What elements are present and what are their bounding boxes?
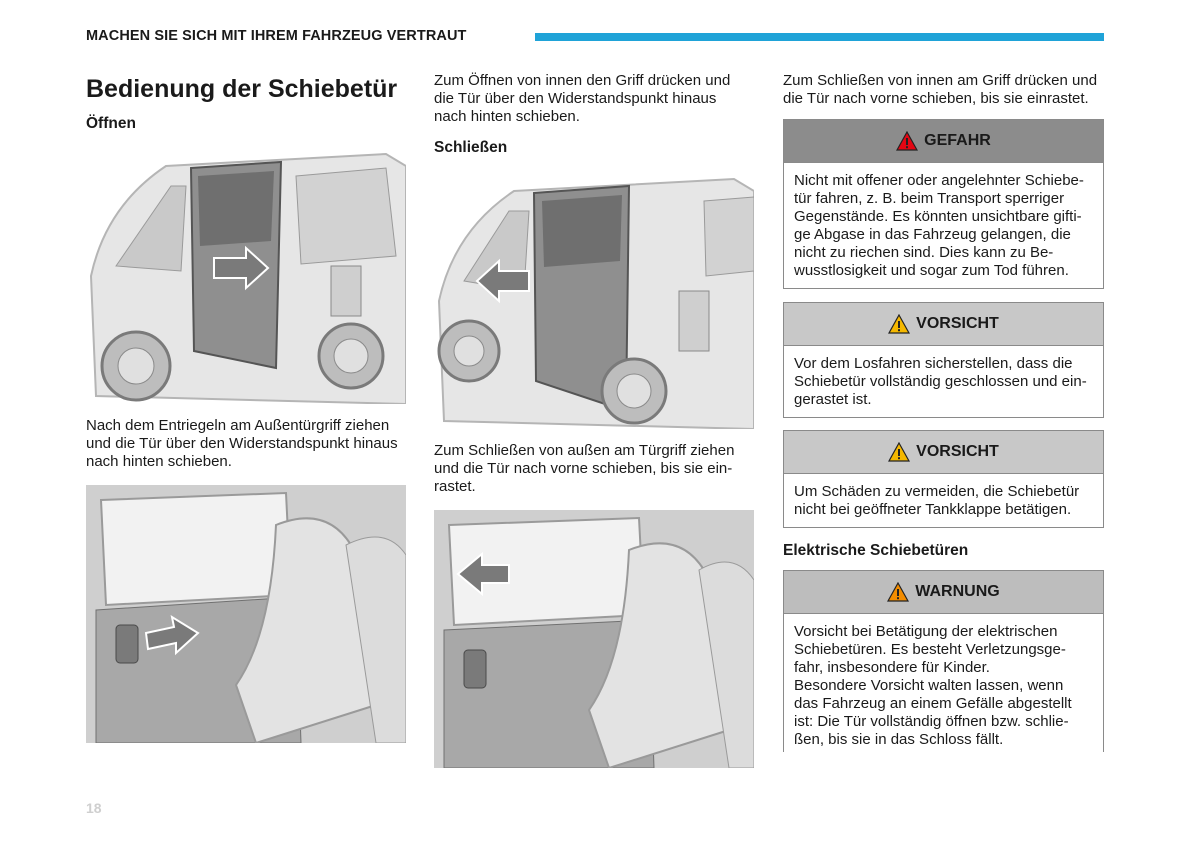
close-text-line: und die Tür nach vorne schieben, bis sie ein- [434,460,733,477]
page-title: Bedienung der Schiebetür [86,75,398,103]
header-accent-bar [535,33,1104,41]
close-instructions [434,442,756,496]
notice-caution-body [784,474,1103,527]
heading-close: Schließen [434,139,508,156]
notice-caution-departure [783,302,1104,418]
open-text-line: nach hinten schieben. [86,453,232,470]
heading-open: Öffnen [86,115,136,132]
notice-line: ßen, bis sie in das Schloss fällt. [794,731,1004,748]
notice-danger [783,119,1104,289]
notice-line: gerastet ist. [794,391,872,408]
open-text-line: Nach dem Entriegeln am Außentürgriff ziehen [86,417,390,434]
inside-open-instructions [434,72,756,126]
figure-van-exterior-close [434,171,754,429]
door-interior-close-illustration [434,510,754,768]
notice-line: Vorsicht bei Betätigung der elektrischen [794,623,1058,640]
notice-line: wusstlosigkeit und sogar zum Tod führen. [794,262,1069,279]
notice-line: Vor dem Losfahren sicherstellen, dass die [794,355,1073,372]
notice-line: das Fahrzeug an einem Gefälle abgestellt [794,695,1072,712]
notice-line: Schiebetüren. Es besteht Verletzungsge- [794,641,1066,658]
warning-triangle-icon [888,314,910,334]
figure-door-interior-close [434,510,754,768]
notice-line: Gegenstände. Es könnten unsichtbare gifti- [794,208,1082,225]
notice-line: tür fahren, z. B. beim Transport sperriger [794,190,1065,207]
close-text-line: Zum Schließen von außen am Türgriff ziehen [434,442,735,459]
page-number: 18 [86,800,102,816]
notice-caution-fuel-flap [783,430,1104,528]
warning-triangle-icon [887,582,909,602]
notice-warning [783,570,1104,752]
notice-caution-label: VORSICHT [916,443,999,460]
notice-caution-label: VORSICHT [916,315,999,332]
inside-close-line: Zum Schließen von innen am Griff drücken und [783,72,1098,89]
notice-caution-header [784,431,1103,474]
notice-danger-body [784,163,1103,288]
notice-line: nicht bei geöffneter Tankklappe betätigen. [794,501,1072,518]
inside-close-line: die Tür nach vorne schieben, bis sie einrastet. [783,90,1089,107]
close-text-line: rastet. [434,478,476,495]
inside-open-line: nach hinten schieben. [434,108,580,125]
notice-warning-body [784,614,1103,752]
inside-close-instructions [783,72,1105,108]
notice-warning-header [784,571,1103,614]
notice-caution-header [784,303,1103,346]
notice-caution-body [784,346,1103,417]
notice-danger-header [784,120,1103,163]
warning-triangle-icon [888,442,910,462]
figure-van-exterior-open [86,146,406,404]
van-exterior-close-illustration [434,171,754,429]
notice-line: fahr, insbesondere für Kinder. [794,659,990,676]
inside-open-line: Zum Öffnen von innen den Griff drücken und [434,72,731,89]
column-2 [434,72,756,158]
heading-electric-doors: Elektrische Schiebetüren [783,542,969,559]
inside-open-line: die Tür über den Widerstandspunkt hinaus [434,90,717,107]
notice-line: Um Schäden zu vermeiden, die Schiebetür [794,483,1080,500]
warning-triangle-icon [896,131,918,151]
open-text-line: und die Tür über den Widerstandspunkt hinaus [86,435,398,452]
column-1 [86,72,408,134]
notice-line: Schiebetür vollständig geschlossen und ein- [794,373,1087,390]
van-exterior-open-illustration [86,146,406,404]
notice-line: ist: Die Tür vollständig öffnen bzw. schlie- [794,713,1069,730]
notice-line: nicht zu riechen sind. Dies kann zu Be- [794,244,1054,261]
column-3 [783,72,1105,108]
notice-line: Besondere Vorsicht walten lassen, wenn [794,677,1064,694]
notice-line: ge Abgase in das Fahrzeug gelangen, die [794,226,1071,243]
door-interior-open-illustration [86,485,406,743]
open-instructions [86,417,408,471]
notice-danger-label: GEFAHR [924,132,991,149]
figure-door-interior-open [86,485,406,743]
running-header: MACHEN SIE SICH MIT IHREM FAHRZEUG VERTRAUT [86,28,467,44]
notice-line: Nicht mit offener oder angelehnter Schiebe- [794,172,1084,189]
notice-warning-label: WARNUNG [915,583,1000,600]
